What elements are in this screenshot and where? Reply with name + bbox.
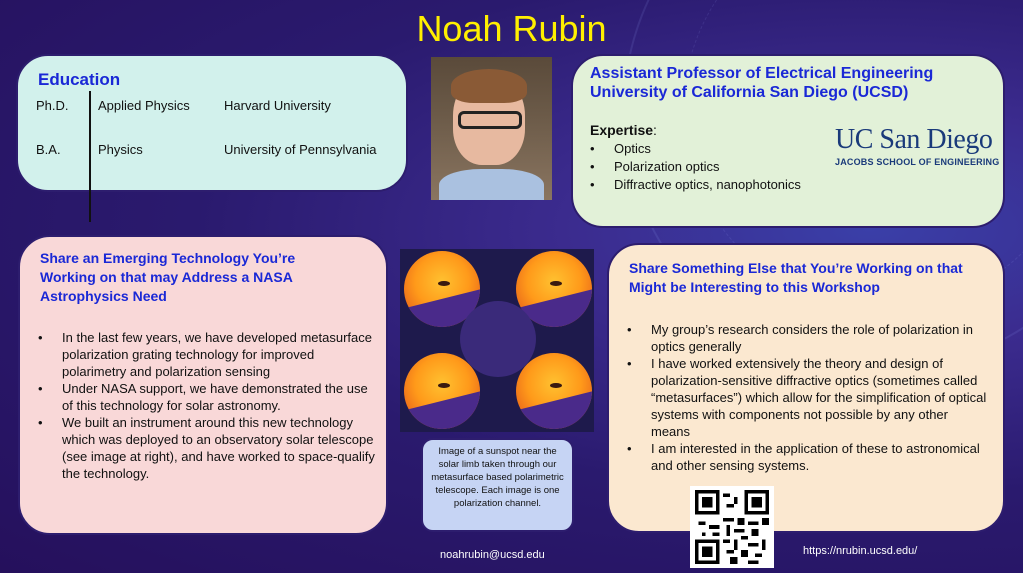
other-work-heading: Share Something Else that You’re Working on that Might be Interesting to this Workshop (629, 260, 963, 295)
degree: Ph.D. (36, 98, 69, 113)
logo-wordmark: UC San Diego (835, 124, 993, 155)
page-title: Noah Rubin (416, 8, 607, 49)
school: University of Pennsylvania (224, 142, 377, 157)
sun-channel-3 (404, 353, 480, 429)
qr-code-icon (690, 486, 774, 568)
other-work-panel (607, 243, 1005, 533)
portrait-photo (431, 57, 552, 200)
list-item: • Optics (590, 140, 801, 158)
sun-channel-4 (516, 353, 592, 429)
school: Harvard University (224, 98, 331, 113)
portrait-glasses (458, 111, 522, 129)
institution: University of California San Diego (UCSD) (590, 84, 909, 101)
expertise-list (590, 140, 801, 194)
degree: B.A. (36, 142, 61, 157)
list-item: • I have worked extensively the theory and design of polarization-sensitive diffractive optics (sometimes called “metasurfaces”) which allow for the simplification of optical systems with components not possible by any other means (627, 355, 987, 440)
education-heading: Education (38, 70, 121, 89)
ucsd-logo (835, 126, 1005, 167)
position-panel (571, 54, 1005, 228)
expertise-label: Expertise (590, 122, 654, 138)
image-caption: Image of a sunspot near the solar limb taken through our metasurface based polarimetric telescope. Each image is one polarization channel. (421, 438, 574, 532)
emerging-tech-heading: Share an Emerging Technology You’re Working on that may Address a NASA Astrophysics Need (40, 250, 296, 304)
list-item: • We built an instrument around this new technology which was deployed to an observatory solar telescope (see image at right), and have worked to space-qualify the technology. (38, 414, 378, 482)
list-item: • Under NASA support, we have demonstrated the use of this technology for solar astronomy. (38, 380, 378, 414)
emerging-tech-panel (18, 235, 388, 535)
website-link[interactable]: https://nrubin.ucsd.edu/ (803, 545, 918, 557)
list-item: • I am interested in the application of these to astronomical and other sensing systems. (627, 440, 987, 474)
expertise-label-row (590, 122, 657, 138)
other-work-list (627, 321, 987, 474)
list-item: • In the last few years, we have developed metasurface polarization grating technology for improved polarimetry and polarization sensing (38, 329, 378, 380)
list-item: • Diffractive optics, nanophotonics (590, 176, 801, 194)
position-title: Assistant Professor of Electrical Engineering (590, 65, 934, 82)
education-panel (16, 54, 408, 192)
portrait-shirt (439, 169, 544, 200)
field: Applied Physics (98, 98, 190, 113)
education-divider (89, 91, 91, 222)
sunspot-image (400, 249, 594, 432)
list-item: • My group’s research considers the role of polarization in optics generally (627, 321, 987, 355)
logo-subtitle: JACOBS SCHOOL OF ENGINEERING (835, 157, 1000, 167)
expertise-colon: : (653, 122, 657, 138)
email-link[interactable]: noahrubin@ucsd.edu (440, 549, 545, 561)
emerging-tech-list (38, 329, 378, 482)
portrait-hair (451, 69, 527, 103)
position-heading (590, 64, 990, 102)
field: Physics (98, 142, 143, 157)
list-item: • Polarization optics (590, 158, 801, 176)
